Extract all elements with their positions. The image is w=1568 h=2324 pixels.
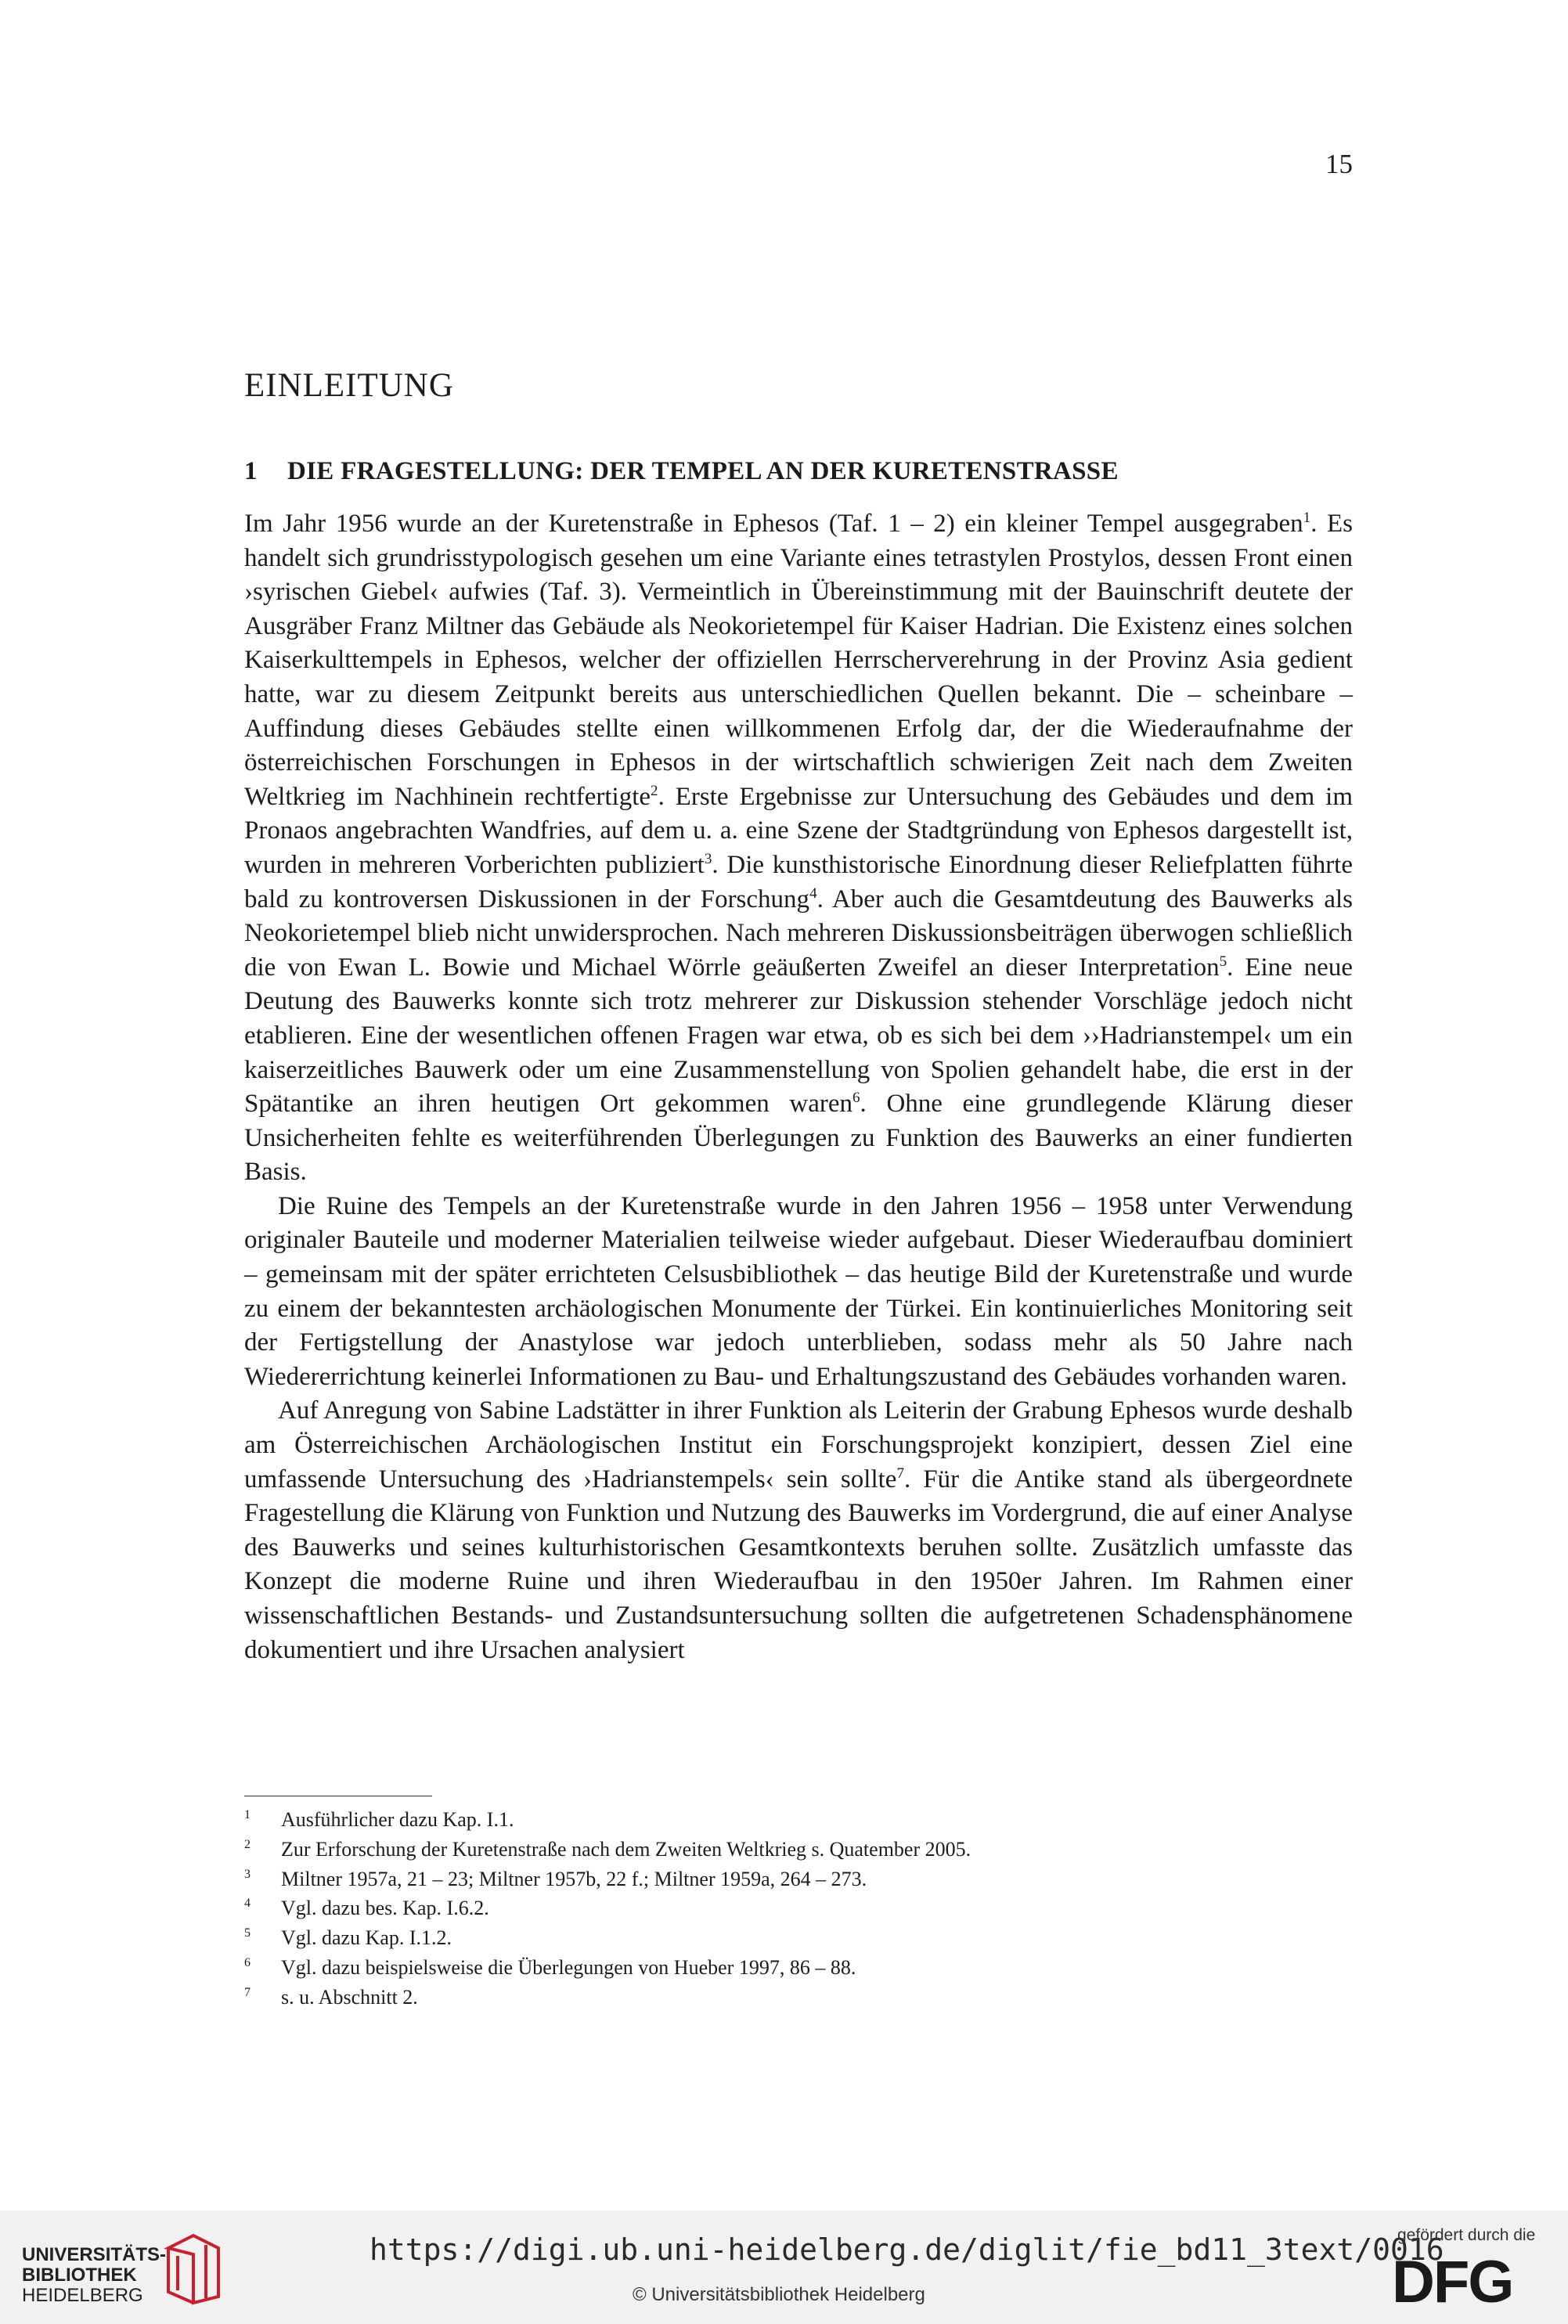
footnote-mark: 7	[244, 1985, 251, 1999]
dfg-logo[interactable]: DFG	[1392, 2249, 1513, 2315]
footnote	[244, 1893, 1353, 1923]
footnote-ref-6[interactable]: 6	[852, 1090, 860, 1107]
footnote-text: Vgl. dazu bes. Kap. I.6.2.	[281, 1897, 489, 1920]
library-name-line-2: BIBLIOTHEK	[22, 2265, 137, 2286]
paragraph-1	[244, 507, 1353, 1190]
footnote-ref-4[interactable]: 4	[809, 885, 817, 902]
footnote	[244, 1805, 1353, 1835]
footnote-ref-5[interactable]: 5	[1219, 953, 1227, 970]
copyright-notice: © Universitätsbibliothek Heidelberg	[633, 2284, 925, 2305]
paragraph-1-text-a: Im Jahr 1956 wurde an der Kuretenstraße in Ephesos (Taf. 1 – 2) ein kleiner Tempel ausgegraben	[244, 510, 1303, 538]
footnote-text: Ausführlicher dazu Kap. I.1.	[281, 1808, 514, 1831]
footnote-mark: 4	[244, 1897, 251, 1911]
footnote-text: Vgl. dazu Kap. I.1.2.	[281, 1926, 452, 1950]
section-title: DIE FRAGESTELLUNG: DER TEMPEL AN DER KURETENSTRASSE	[287, 457, 1119, 485]
paragraph-3	[244, 1394, 1353, 1667]
paragraph-1-text-e: . Aber auch die Gesamtdeutung des Bauwerks als Neokorietempel blieb nicht unwidersprochen. Nach mehreren Diskussionsbeiträgen überwogen schließlich die von Ewan L. Bowie und Michael Wörrle geäußerten Zweifel an dieser Interpretation	[244, 885, 1353, 982]
footnote-ref-7[interactable]: 7	[896, 1465, 904, 1482]
footnote-ref-2[interactable]: 2	[651, 782, 658, 799]
footnote	[244, 1865, 1353, 1894]
paragraph-3-text-b: . Für die Antike stand als übergeordnete Fragestellung die Klärung von Funktion und Nutzung des Bauwerks im Vordergrund, die auf einer Analyse des Bauwerks und seines kulturhistorischen Gesamtkontexts beruhen sollte. Zusätzlich umfasste das Konzept die moderne Ruine und ihren Wiederaufbau in den 1950er Jahren. Im Rahmen einer wissenschaftlichen Bestands- und Zustandsuntersuchung sollten die aufgetretenen Schadensphänomene dokumentiert und ihre Ursachen analysiert	[244, 1465, 1354, 1664]
footnote-mark: 5	[244, 1926, 251, 1940]
chapter-title: EINLEITUNG	[244, 367, 454, 404]
footnote	[244, 1835, 1353, 1865]
footnote-text: s. u. Abschnitt 2.	[281, 1985, 418, 2009]
paragraph-1-text-g: . Ohne eine grundlegende Klärung dieser Unsicherheiten fehlte es weiterführenden Überlegungen zu Funktion des Bauwerks an einer fundierten Basis.	[244, 1090, 1353, 1187]
library-name[interactable]	[22, 2245, 166, 2306]
section-heading	[244, 457, 1119, 486]
footnote-mark: 1	[244, 1808, 251, 1821]
viewer-footer	[0, 2211, 1568, 2324]
library-name-line-3: HEIDELBERG	[22, 2285, 143, 2306]
section-number: 1	[244, 457, 258, 485]
footnote-text: Miltner 1957a, 21 – 23; Miltner 1957b, 22 f.; Miltner 1959a, 264 – 273.	[281, 1867, 867, 1890]
footnote-ref-3[interactable]: 3	[704, 850, 712, 867]
footnote	[244, 1983, 1353, 2012]
paragraph-1-text-d: . Die kunsthistorische Einordnung dieser Reliefplatten führte bald zu kontroversen Diskussionen in der Forschung	[244, 850, 1353, 913]
footnote-text: Vgl. dazu beispielsweise die Überlegungen von Hueber 1997, 86 – 88.	[281, 1955, 856, 1979]
footnote	[244, 1953, 1353, 1983]
paragraph-1-text-b: . Es handelt sich grundrisstypologisch gesehen um eine Variante eines tetrastylen Prostylos, dessen Front einen ›syrischen Giebel‹ aufwies (Taf. 3). Vermeintlich in Übereinstimmung mit der Bauinschrift deutete der Ausgräber Franz Miltner das Gebäude als Neokorietempel für Kaiser Hadrian. Die Existenz eines solchen Kaiserkulttempels in Ephesos, welcher der offiziellen Herrscherverehrung in der Provinz Asia gedient hatte, war zu diesem Zeitpunkt bereits aus unterschiedlichen Quellen bekannt. Die – scheinbare – Auffindung dieses Gebäudes stellte einen willkommenen Erfolg dar, der die Wiederaufnahme der österreichischen Forschungen in Ephesos in der wirtschaftlich schwierigen Zeit nach dem Zweiten Weltkrieg im Nachhinein rechtfertigte	[244, 510, 1354, 811]
page-number: 15	[1325, 149, 1353, 179]
funding-caption: gefördert durch die	[1397, 2226, 1536, 2244]
paragraph-1-text-f: . Eine neue Deutung des Bauwerks konnte sich trotz mehrerer zur Diskussion stehender Vorschläge jedoch nicht etablieren. Eine der wesentlichen offenen Fragen war etwa, ob es sich bei dem ››Hadrianstempel‹ um ein kaiserzeitliches Bauwerk oder um eine Zusammenstellung von Spolien gehandelt habe, die erst in der Spätantike an ihren heutigen Ort gekommen waren	[244, 953, 1353, 1119]
footnote-mark: 2	[244, 1837, 251, 1851]
footnotes	[244, 1805, 1353, 2012]
footnote-ref-1[interactable]: 1	[1303, 510, 1311, 526]
library-name-line-1: UNIVERSITÄTS-	[22, 2244, 167, 2265]
paragraph-3-text-a: Auf Anregung von Sabine Ladstätter in ihrer Funktion als Leiterin der Grabung Ephesos wurde deshalb am Österreichischen Archäologischen Institut ein Forschungsprojekt konzipiert, dessen Ziel eine umfassende Untersuchung des ›Hadrianstempels‹ sein sollte	[244, 1396, 1353, 1493]
footnote	[244, 1923, 1353, 1953]
footnote-mark: 3	[244, 1867, 251, 1881]
permalink-url[interactable]: https://digi.ub.uni-heidelberg.de/diglit/fie_bd11_3text/0016	[369, 2232, 1444, 2267]
body-text	[244, 507, 1353, 1667]
footnote-mark: 6	[244, 1955, 251, 1969]
paragraph-2: Die Ruine des Tempels an der Kuretenstraße wurde in den Jahren 1956 – 1958 unter Verwendung originaler Bauteile und moderner Materialien teilweise wieder aufgebaut. Dieser Wiederaufbau dominiert – gemeinsam mit der später errichteten Celsusbibliothek – das heutige Bild der Kuretenstraße und wurde zu einem der bekanntesten archäologischen Monumente der Türkei. Ein kontinuierliches Monitoring seit der Fertigstellung der Anastylose war jedoch unterblieben, sodass mehr als 50 Jahre nach Wiedererrichtung keinerlei Informationen zu Bau- und Erhaltungszustand des Gebäudes vorhanden waren.	[244, 1191, 1353, 1391]
library-logo-icon[interactable]	[160, 2225, 226, 2306]
paragraph-1-text-c: . Erste Ergebnisse zur Untersuchung des Gebäudes und dem im Pronaos angebrachten Wandfries, auf dem u. a. eine Szene der Stadtgründung von Ephesos dargestellt ist, wurden in mehreren Vorberichten publiziert	[244, 782, 1353, 879]
footnote-text: Zur Erforschung der Kuretenstraße nach dem Zweiten Weltkrieg s. Quatember 2005.	[281, 1837, 971, 1861]
